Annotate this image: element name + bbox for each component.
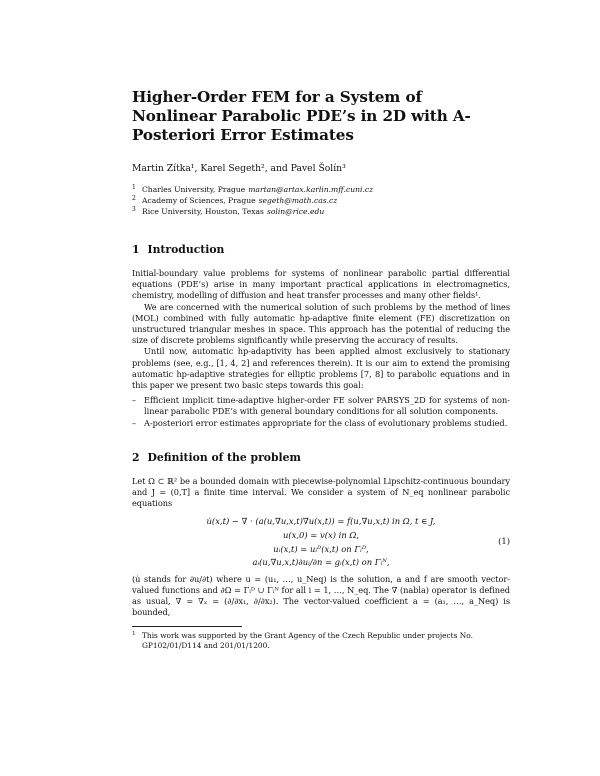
- affiliation-item: [132, 206, 510, 217]
- list-item: [132, 395, 510, 417]
- footnote-divider: [132, 626, 242, 627]
- section-title: Introduction: [147, 243, 225, 256]
- affiliation-number: 2: [132, 195, 136, 202]
- paragraph: Let Ω ⊂ ℝ² be a bounded domain with piecewise-polynomial Lipschitz-continuous boundary and J = (0,T] a finite time interval. We consider a system of N_eq nonlinear parabolic equations: [132, 475, 510, 509]
- affiliation-email[interactable]: segeth@math.cas.cz: [258, 196, 338, 205]
- section-body-definition: [132, 476, 510, 619]
- affiliation-institution: Charles University, Prague: [142, 185, 246, 194]
- section-heading-definition: [132, 451, 510, 464]
- affiliation-institution: Academy of Sciences, Prague: [142, 196, 256, 205]
- equation-line: u̇(x,t) − ∇ · (a(u,∇u,x,t)∇u(x,t)) = f(u,∇u,x,t) in Ω, t ∈ J,: [206, 516, 436, 527]
- equation-line: uᵢ(x,t) = uᵢᴰ(x,t) on Γᵢᴰ,: [273, 543, 369, 554]
- footnote-text: This work was supported by the Grant Agency of the Czech Republic under projects No. GP102/01/D114 and 201/01/1200.: [142, 630, 473, 650]
- section-heading-introduction: [132, 243, 510, 256]
- affiliation-item: [132, 184, 510, 195]
- list-item-text: A-posteriori error estimates appropriate for the class of evolutionary problems studied.: [144, 417, 508, 428]
- equation-line: u(x,0) = v(x) in Ω,: [283, 530, 359, 541]
- footnote: [132, 631, 510, 651]
- section-body-introduction: [132, 268, 510, 429]
- paragraph: Until now, automatic hp-adaptivity has been applied almost exclusively to stationary problems (see, e.g., [1, 4, 2] and references therein). It is our aim to extend the promising automatic hp-adaptive strategies for elliptic problems [7, 8] to parabolic equations and in this paper we present two basic steps towards this goal:: [132, 346, 510, 391]
- paper-title: Higher-Order FEM for a System of Nonlinear Parabolic PDE’s in 2D with A-Posteriori Error Estimates: [132, 88, 471, 144]
- affiliation-email[interactable]: martan@artax.karlin.mff.cuni.cz: [248, 185, 374, 194]
- affiliation-number: 1: [132, 184, 136, 191]
- equation-system: [132, 515, 510, 569]
- footnote-number: 1: [132, 630, 136, 637]
- list-item-text: Efficient implicit time-adaptive higher-order FE solver PARSYS_2D for systems of non-linear parabolic PDE’s with general boundary conditions for all solution components.: [144, 395, 510, 417]
- paragraph: (u̇ stands for ∂u/∂t) where u = (u₁, …, u_Neq) is the solution, a and f are smooth vector-valued functions and ∂Ω = Γᵢᴰ ∪ Γᵢᴺ for all i = 1, …, N_eq. The ∇ (nabla) operator is defined as usual, ∇ = ∇ₓ = (∂/∂x₁, ∂/∂x₂). The vector-valued coefficient a = (a₁, …, a_Neq) is bounded,: [132, 573, 510, 618]
- paragraph: We are concerned with the numerical solution of such problems by the method of lines (MOL) combined with fully automatic hp-adaptive finite element (FE) discretization on unstructured triangular meshes in space. This approach has the potential of reducing the size of discrete problems significantly while preserving the accuracy of results.: [132, 301, 510, 346]
- dash-bullet-icon: –: [132, 395, 137, 406]
- section-title: Definition of the problem: [147, 450, 301, 464]
- list-item: [132, 418, 510, 429]
- dash-bullet-icon: –: [132, 417, 137, 428]
- paper-page: [132, 88, 510, 651]
- affiliation-item: [132, 195, 510, 206]
- author-list: Martin Zítka¹, Karel Segeth², and Pavel Šolín³: [132, 163, 346, 174]
- section-number: 2: [132, 450, 140, 464]
- equation-number: (1): [498, 536, 510, 547]
- bullet-list: [132, 395, 510, 429]
- paragraph: Initial-boundary value problems for systems of nonlinear parabolic partial differential equations (PDE’s) arise in many important practical applications in electromagnetics, chemistry, modelling of diffusion and heat transfer processes and many other fields¹.: [132, 268, 510, 301]
- affiliation-list: [132, 184, 510, 217]
- equation-line: aᵢ(u,∇u,x,t)∂uᵢ/∂n = gᵢ(x,t) on Γᵢᴺ,: [252, 557, 390, 568]
- section-number: 1: [132, 243, 140, 256]
- affiliation-email[interactable]: solin@rice.edu: [266, 207, 325, 216]
- affiliation-institution: Rice University, Houston, Texas: [142, 207, 264, 216]
- affiliation-number: 3: [132, 206, 136, 213]
